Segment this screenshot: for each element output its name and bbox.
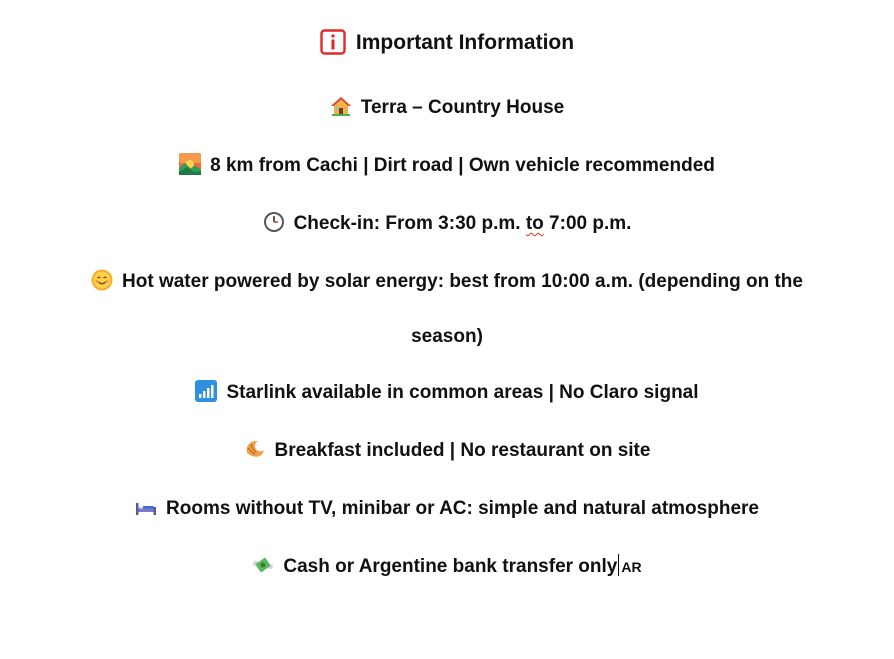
spellcheck-marked-word[interactable]: to [525, 213, 544, 234]
info-line-hot-water-continued [0, 325, 894, 349]
information-icon [320, 29, 346, 55]
signal-bars-icon [195, 380, 217, 402]
sun-with-face-icon [91, 269, 113, 291]
payment-suffix: AR [621, 559, 642, 575]
checkin-text-end: 7:00 p.m. [543, 213, 632, 234]
document-title [0, 29, 894, 55]
hot-water-text-line2: season) [411, 326, 483, 347]
location-text: 8 km from Cachi | Dirt road | Own vehicle recommended [210, 155, 715, 176]
breakfast-text: Breakfast included | No restaurant on site [274, 440, 651, 461]
hot-water-text-line1: Hot water powered by solar energy: best from 10:00 a.m. (depending on the [122, 271, 803, 292]
bed-icon [135, 496, 157, 518]
connectivity-text: Starlink available in common areas | No Claro signal [226, 382, 699, 403]
info-line-connectivity [0, 380, 894, 405]
info-line-rooms [0, 496, 894, 521]
croissant-icon [244, 438, 266, 460]
info-line-payment [0, 554, 894, 579]
info-line-country-house [0, 95, 894, 120]
text-cursor [618, 554, 619, 576]
info-line-checkin [0, 211, 894, 236]
document-title-text: Important Information [355, 31, 575, 54]
money-wings-icon [252, 554, 274, 576]
info-line-hot-water [0, 269, 894, 294]
house-icon [330, 95, 352, 117]
info-line-location [0, 153, 894, 178]
country-house-text: Terra – Country House [360, 97, 565, 118]
sunrise-mountains-icon [179, 153, 201, 175]
info-line-breakfast [0, 438, 894, 463]
rooms-text: Rooms without TV, minibar or AC: simple and natural atmosphere [166, 498, 759, 519]
checkin-text-start: Check-in: From 3:30 p.m. [293, 213, 526, 234]
clock-icon [263, 211, 285, 233]
payment-text: Cash or Argentine bank transfer only [283, 556, 618, 577]
